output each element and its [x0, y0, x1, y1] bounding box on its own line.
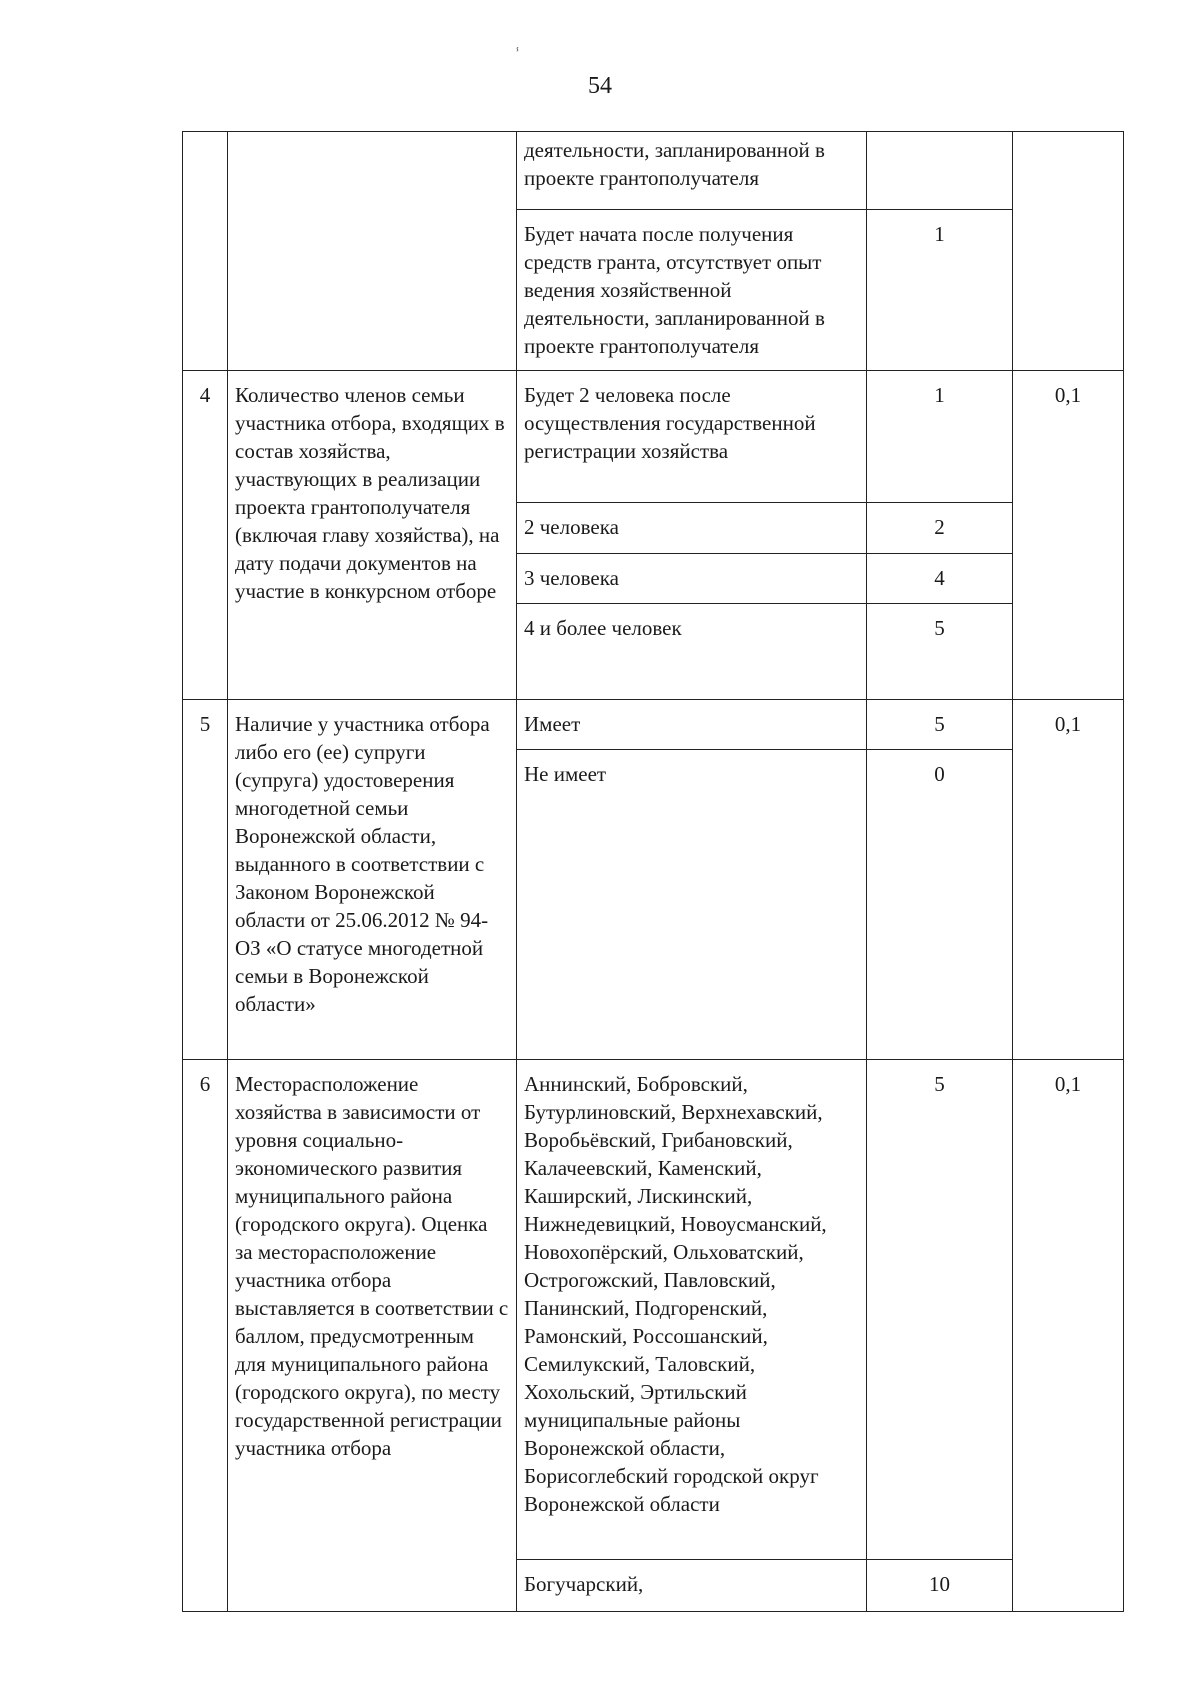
- weight-cell: [1013, 132, 1124, 371]
- score-cell: 1: [867, 371, 1013, 503]
- criterion-cell: Наличие у участника отбора либо его (ее) супруги (супруга) удостоверения многодетной семьи Воронежской области, выданного в соответствии с Законом Воронежской области от 25.06.2012 № 94-ОЗ «О статусе многодетной семьи в Воронежской области»: [228, 700, 517, 1060]
- criteria-table: [182, 131, 1124, 1612]
- option-cell: Будет начата после получения средств гранта, отсутствует опыт ведения хозяйственной деятельности, запланированной в проекте грантополучателя: [517, 210, 867, 371]
- score-cell: 2: [867, 503, 1013, 554]
- page-number: 54: [588, 73, 612, 99]
- table-row: [183, 700, 1124, 750]
- score-cell: 4: [867, 554, 1013, 604]
- row-number-cell: 4: [183, 371, 228, 700]
- scan-mark: ⸯ: [514, 48, 521, 62]
- score-cell: 1: [867, 210, 1013, 371]
- weight-cell: 0,1: [1013, 1060, 1124, 1612]
- weight-cell: 0,1: [1013, 371, 1124, 700]
- option-cell: Имеет: [517, 700, 867, 750]
- option-cell: Будет 2 человека после осуществления государственной регистрации хозяйства: [517, 371, 867, 503]
- table-row: [183, 132, 1124, 210]
- criterion-cell: Количество членов семьи участника отбора, входящих в состав хозяйства, участвующих в реализации проекта грантополучателя (включая главу хозяйства), на дату подачи документов на участие в конкурсном отборе: [228, 371, 517, 700]
- table-row: [183, 371, 1124, 503]
- row-number-cell: 5: [183, 700, 228, 1060]
- score-cell: 10: [867, 1560, 1013, 1612]
- option-cell: Богучарский,: [517, 1560, 867, 1612]
- score-cell: 0: [867, 750, 1013, 1060]
- option-cell: 3 человека: [517, 554, 867, 604]
- score-cell: 5: [867, 604, 1013, 700]
- option-cell: 2 человека: [517, 503, 867, 554]
- option-cell: Аннинский, Бобровский, Бутурлиновский, Верхнехавский, Воробьёвский, Грибановский, Калачеевский, Каменский, Каширский, Лискинский, Нижнедевицкий, Новоусманский, Новохопёрский, Ольховатский, Острогожский, Павловский, Панинский, Подгоренский, Рамонский, Россошанский, Семилукский, Таловский, Хохольский, Эртильский муниципальные районы Воронежской области, Борисоглебский городской округ Воронежской области: [517, 1060, 867, 1560]
- table-row: [183, 1060, 1124, 1560]
- score-cell: 5: [867, 700, 1013, 750]
- row-number-cell: 6: [183, 1060, 228, 1612]
- weight-cell: 0,1: [1013, 700, 1124, 1060]
- option-cell: 4 и более человек: [517, 604, 867, 700]
- row-number-cell: [183, 132, 228, 371]
- score-cell: 5: [867, 1060, 1013, 1560]
- option-cell: Не имеет: [517, 750, 867, 1060]
- option-cell: деятельности, запланированной в проекте грантополучателя: [517, 132, 867, 210]
- score-cell: [867, 132, 1013, 210]
- criterion-cell: Месторасположение хозяйства в зависимости от уровня социально-экономического развития муниципального района (городского округа). Оценка за месторасположение участника отбора выставляется в соответствии с баллом, предусмотренным для муниципального района (городского округа), по месту государственной регистрации участника отбора: [228, 1060, 517, 1612]
- criterion-cell: [228, 132, 517, 371]
